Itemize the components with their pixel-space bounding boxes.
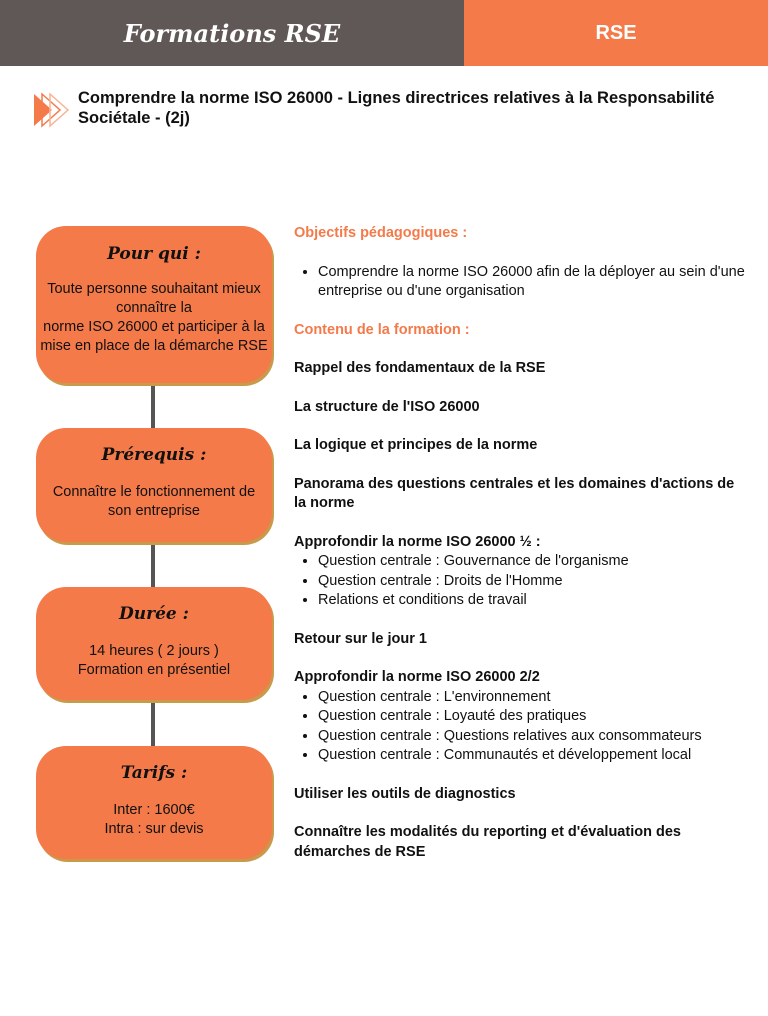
brand-title: Formations RSE xyxy=(0,0,464,66)
category-label: RSE xyxy=(464,0,768,66)
pricing-line: Inter : 1600€ xyxy=(113,802,195,818)
prerequisites-title: Prérequis : xyxy=(101,445,207,465)
day2-list xyxy=(294,688,746,766)
section-heading: La logique et principes de la norme xyxy=(294,437,538,453)
day1-list xyxy=(294,552,746,611)
connector-line xyxy=(151,542,155,588)
duration-line: Formation en présentiel xyxy=(77,662,231,678)
audience-line: Toute personne souhaitant mieux xyxy=(47,281,261,297)
section-heading: Connaître les modalités du reporting et d'évaluation des démarches de RSE xyxy=(294,824,681,860)
audience-line: mise en place de la démarche RSE xyxy=(40,338,268,354)
section-heading: Utiliser les outils de diagnostics xyxy=(294,785,516,802)
duration-title: Durée : xyxy=(119,604,189,624)
duration-line: 14 heures ( 2 jours ) xyxy=(89,643,219,659)
section-heading: Retour sur le jour 1 xyxy=(294,630,427,647)
section-heading: La structure de l'ISO 26000 xyxy=(294,398,480,415)
list-item: • Relations et conditions de travail xyxy=(318,591,746,611)
prerequisites-line: Connaître le fonctionnement de xyxy=(52,484,256,500)
list-item: • Question centrale : Communautés et développement local xyxy=(318,746,746,766)
section-heading: Approfondir la norme ISO 26000 2/2 xyxy=(294,669,540,685)
course-title-row xyxy=(34,88,734,130)
list-item: • Question centrale : Questions relatives aux consommateurs xyxy=(318,727,746,747)
pricing-card xyxy=(36,746,272,859)
audience-title: Pour qui : xyxy=(107,244,201,264)
list-item: • Question centrale : Droits de l'Homme xyxy=(318,572,746,592)
prerequisites-card xyxy=(36,428,272,542)
course-title: Comprendre la norme ISO 26000 - Lignes directrices relatives à la Responsabilité Sociétale - (2j) xyxy=(78,89,715,127)
content-heading: Contenu de la formation : xyxy=(294,321,470,338)
double-chevron-icon xyxy=(34,90,72,130)
section-heading: Approfondir la norme ISO 26000 ½ : xyxy=(294,533,541,550)
list-item: • Question centrale : L'environnement xyxy=(318,688,746,708)
duration-card xyxy=(36,587,272,700)
objectives-heading: Objectifs pédagogiques : xyxy=(294,225,468,241)
list-item: • Comprendre la norme ISO 26000 afin de la déployer au sein d'une entreprise ou d'une organisation xyxy=(318,263,746,302)
header-bar xyxy=(0,0,768,66)
connector-line xyxy=(151,700,155,748)
audience-line: connaître la xyxy=(116,300,192,316)
list-item: • Question centrale : Gouvernance de l'organisme xyxy=(318,552,746,572)
audience-card xyxy=(36,226,272,383)
list-item: • Question centrale : Loyauté des pratiques xyxy=(318,707,746,727)
prerequisites-line: son entreprise xyxy=(108,503,200,519)
connector-line xyxy=(151,382,155,428)
objectives-list xyxy=(294,263,746,302)
course-content xyxy=(294,224,746,862)
section-heading: Rappel des fondamentaux de la RSE xyxy=(294,360,546,376)
pricing-title: Tarifs : xyxy=(120,763,188,783)
pricing-line: Intra : sur devis xyxy=(104,821,204,837)
section-heading: Panorama des questions centrales et les domaines d'actions de la norme xyxy=(294,475,735,511)
audience-line: norme ISO 26000 et participer à la xyxy=(43,319,265,335)
